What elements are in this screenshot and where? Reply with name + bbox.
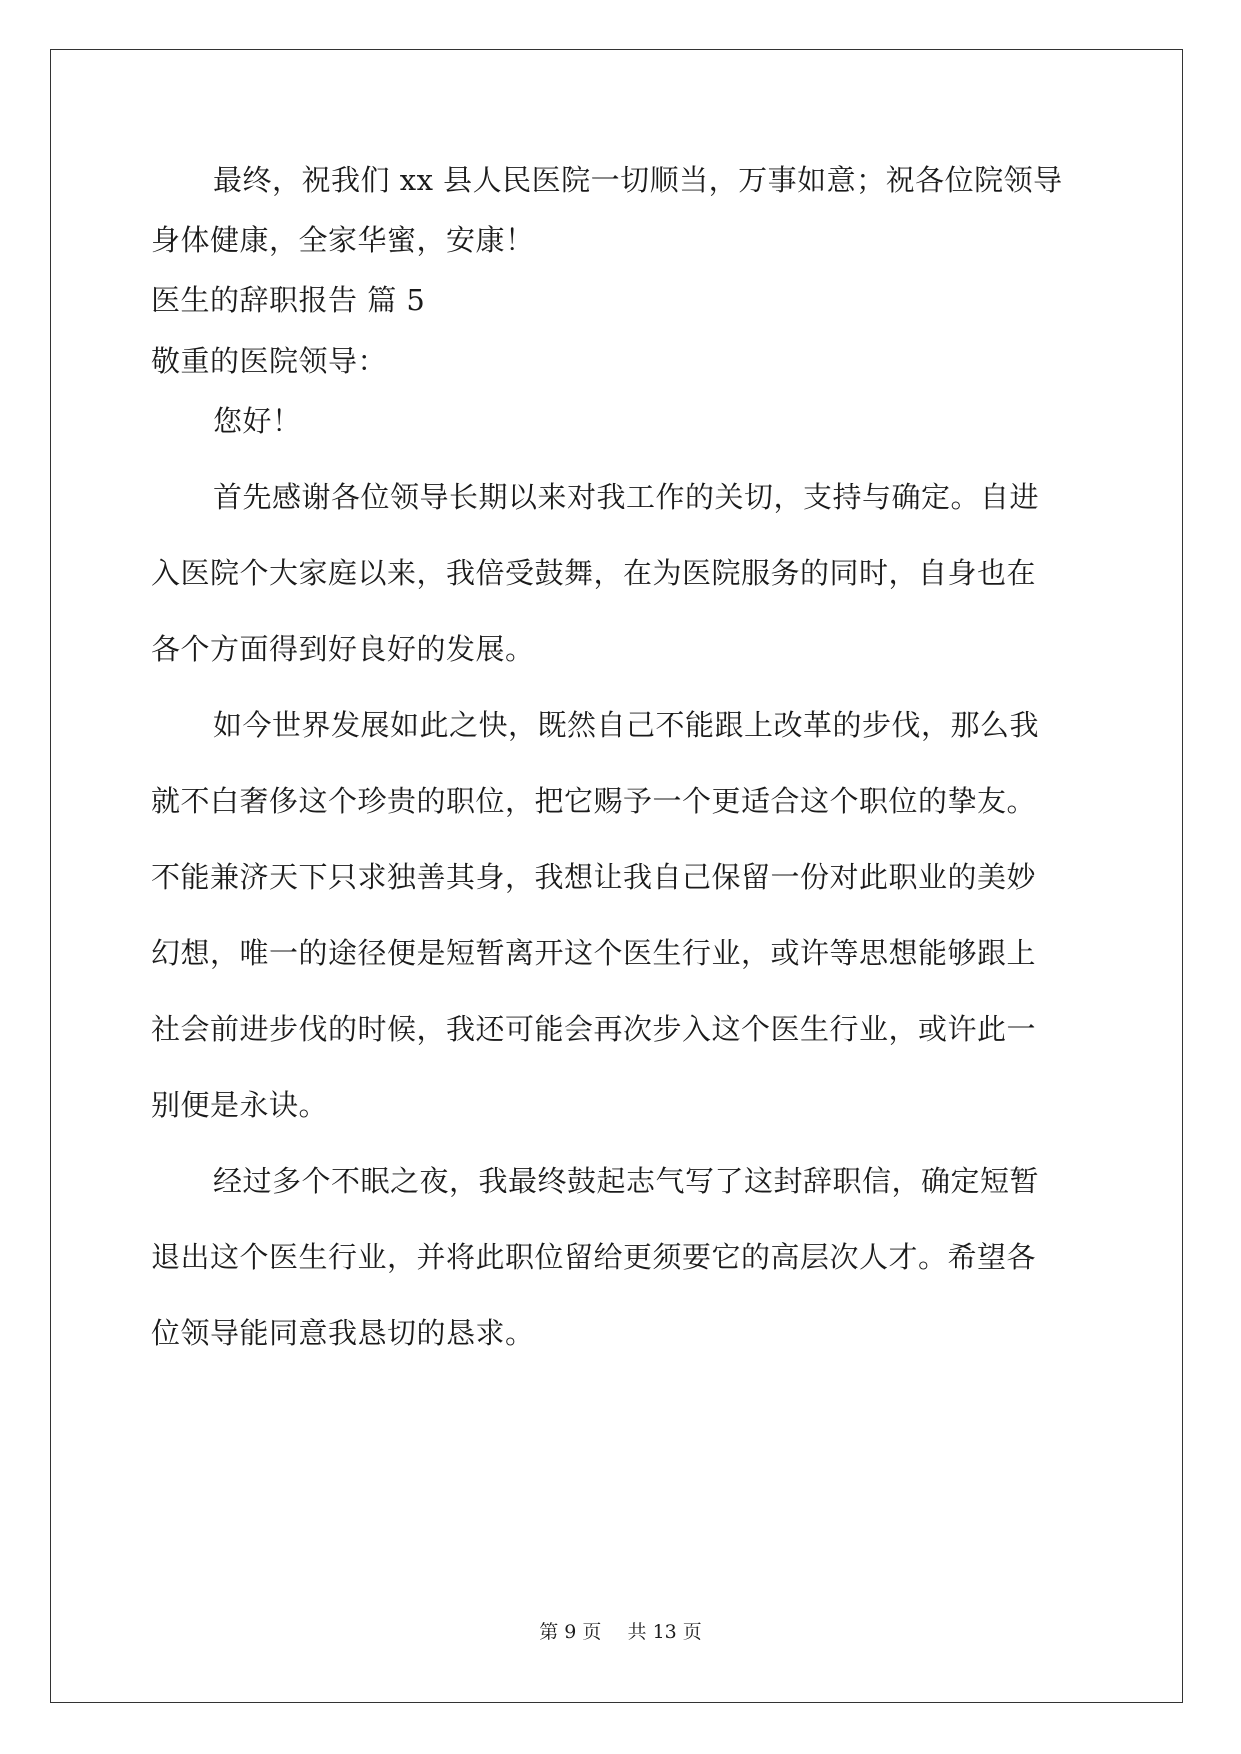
paragraph-line: 幻想，唯一的途径便是短暂离开这个医生行业，或许等思想能够跟上 (151, 936, 1037, 970)
section-heading: 医生的辞职报告 篇 5 (151, 283, 426, 317)
paragraph-line: 经过多个不眠之夜，我最终鼓起志气写了这封辞职信，确定短暂 (213, 1164, 1040, 1198)
paragraph-line: 身体健康，全家华蜜，安康！ (151, 223, 535, 257)
paragraph-line: 入医院个大家庭以来，我倍受鼓舞，在为医院服务的同时，自身也在 (151, 556, 1037, 590)
page-total: 共 13 页 (627, 1621, 702, 1643)
paragraph-line: 位领导能同意我恳切的恳求。 (151, 1316, 535, 1350)
paragraph-line: 就不白奢侈这个珍贵的职位，把它赐予一个更适合这个职位的挚友。 (151, 784, 1037, 818)
paragraph-line: 最终，祝我们 xx 县人民医院一切顺当，万事如意；祝各位院领导 (213, 163, 1063, 197)
paragraph-line: 如今世界发展如此之快，既然自己不能跟上改革的步伐，那么我 (213, 708, 1040, 742)
page-number: 第 9 页 (539, 1621, 602, 1643)
salutation: 敬重的医院领导： (151, 344, 388, 378)
paragraph-line: 社会前进步伐的时候，我还可能会再次步入这个医生行业，或许此一 (151, 1012, 1037, 1046)
paragraph-line: 不能兼济天下只求独善其身，我想让我自己保留一份对此职业的美妙 (151, 860, 1037, 894)
greeting: 您好！ (213, 404, 302, 438)
paragraph-line: 别便是永诀。 (151, 1088, 329, 1122)
paragraph-line: 退出这个医生行业，并将此职位留给更须要它的高层次人才。希望各 (151, 1240, 1037, 1274)
paragraph-line: 首先感谢各位领导长期以来对我工作的关切，支持与确定。自进 (213, 480, 1040, 514)
page-footer (0, 1620, 1241, 1644)
paragraph-line: 各个方面得到好良好的发展。 (151, 632, 535, 666)
